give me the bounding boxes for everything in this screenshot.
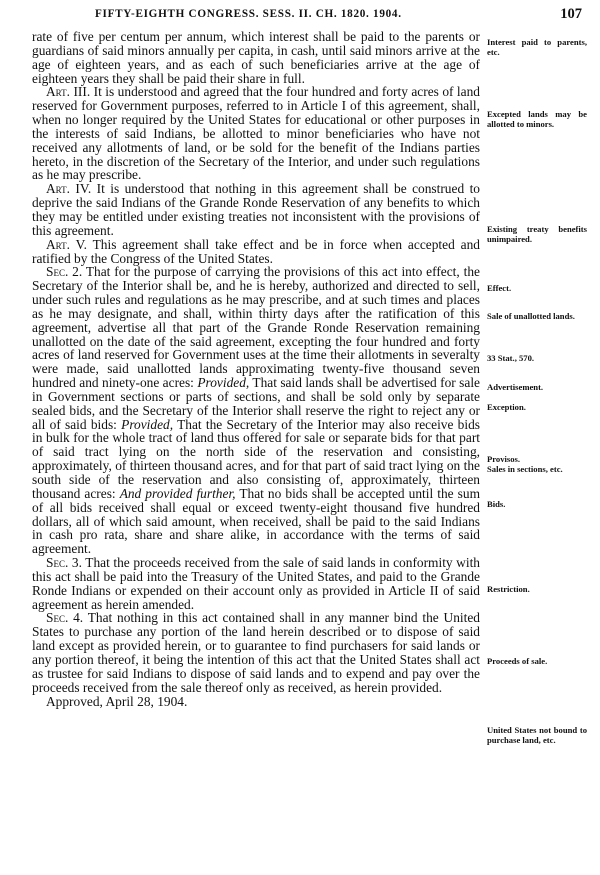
paragraph-sec-4 <box>32 611 480 694</box>
proviso-word: And provided further, <box>119 485 236 501</box>
margin-note-sale: Sale of unallotted lands. <box>487 311 575 321</box>
margin-note-restriction: Restriction. <box>487 584 530 594</box>
running-header <box>0 8 600 24</box>
paragraph-text: This agreement shall take effect and be in force when accepted and ratified by the Congress of the United States. <box>32 236 481 266</box>
section-heading: Sec. 2. <box>46 264 83 280</box>
margin-note-proceeds: Proceeds of sale. <box>487 656 548 666</box>
paragraph-art-4 <box>32 182 480 237</box>
paragraph-text: That nothing in this act contained shall in any manner bind the United States to purchase any portion of the land herein described or to dispose of said land except as provided herein, or to guarantee to find purchasers for said lands or any portion thereof, it being the intention of this act that the United States shall act as trustee for said Indians to dispose of said lands and to expend and pay over the proceeds received from the sale thereof only as received, as herein provided. <box>32 610 480 695</box>
margin-note-sales-sections: Sales in sections, etc. <box>487 464 563 474</box>
margin-note-interest: Interest paid to parents, etc. <box>487 37 587 57</box>
paragraph-sec-3 <box>32 556 480 611</box>
section-heading: Sec. 3. <box>46 555 82 571</box>
margin-note-statute-ref: 33 Stat., 570. <box>487 353 535 363</box>
paragraph-art-3 <box>32 85 480 182</box>
article-heading: Art. IV. <box>46 181 92 197</box>
paragraph-text: That no bids shall be accepted until the sum of all bids received shall equal or exceed twenty-eight thousand five hundred dollars, all of which said amount, when received, shall be paid to the said Indians in cash pro rata, share and share alike, in accordance with the terms of said agreement. <box>32 485 480 557</box>
margin-note-bids: Bids. <box>487 499 506 509</box>
proviso-word: Provided, <box>197 375 250 391</box>
approval-line: Approved, April 28, 1904. <box>46 693 188 709</box>
margin-note-advertisement: Advertisement. <box>487 382 544 392</box>
statute-body <box>32 30 480 708</box>
paragraph-text: That the Secretary of the Interior may also receive bids in bulk for the whole tract of land thus offered for sale or separate bids for that part of said tract lying on the north side of the reservation and consisting, approximately, of thirteen thousand acres, and for that part of said tract lying on the south side of the reservation and also consisting of, approximately, thirteen thousand acres: <box>32 416 480 501</box>
paragraph-art-5 <box>32 238 480 266</box>
paragraph-text: That said lands shall be advertised for sale in Government sections or parts of sections, and shall be sold only by separate sealed bids, and the Secretary of the Interior shall reserve the right to reject any or all of said bids: <box>32 375 480 432</box>
paragraph-text: It is understood and agreed that the four hundred and forty acres of land reserved for Government purposes, referred to in Article I of this agreement, shall, when no longer required by the United States for educational or other purposes in the interests of said Indians, be allotted to minor beneficiaries who have not received any allotments of land, or be sold for the benefit of the Indians parties hereto, in the discretion of the Secretary of the Interior, and under such regulations as he may prescribe. <box>32 84 480 183</box>
margin-note-us-not-bound: United States not bound to purchase land, etc. <box>487 725 587 745</box>
paragraph-interest: rate of five per centum per annum, which interest shall be paid to the parents or guardians of said minors annually per capita, in cash, until said minors arrive at the age of eighteen years, and as each of such beneficiaries arrive at the age of eighteen years they shall be paid their share in full. <box>32 29 480 86</box>
paragraph-text: That the proceeds received from the sale of said lands in conformity with this act shall be paid into the Treasury of the United States, and paid to the Grande Ronde Indians or expended on their account only as provided in Article II of said agreement as herein amended. <box>32 555 480 612</box>
margin-note-effect: Effect. <box>487 283 512 293</box>
running-head: FIFTY-EIGHTH CONGRESS. SESS. II. CH. 1820. 1904. <box>95 8 402 20</box>
margin-note-excepted-lands: Excepted lands may be allotted to minors. <box>487 109 587 129</box>
margin-note-treaty-benefits: Existing treaty benefits unimpaired. <box>487 224 587 244</box>
proviso-word: Provided, <box>121 416 174 432</box>
paragraph-text: It is understood that nothing in this agreement shall be construed to deprive the said Indians of the Grande Ronde Reservation of any benefits to which they may be entitled under existing treaties not inconsistent with the provisions of this agreement. <box>32 181 480 238</box>
paragraph-text: That for the purpose of carrying the provisions of this act into effect, the Secretary of the Interior shall be, and he is hereby, authorized and directed to sell, under such rules and regulations as he may prescribe, and at such times and places as he may designate, and shall, within thirty days after the ratification of this agreement, advertise all that part of the Grande Ronde Reservation remaining unallotted on the date of the said agreement, excepting the four hundred and forty acres of land reserved for Government uses at the time their allotments in severalty were made, said unallotted lands approximating twenty-five thousand seven hundred and ninety-one acres: <box>32 264 480 391</box>
article-heading: Art. III. <box>46 84 91 100</box>
section-heading: Sec. 4. <box>46 610 84 626</box>
article-heading: Art. V. <box>46 236 87 252</box>
page-number: 107 <box>560 6 582 22</box>
margin-note-exception: Exception. <box>487 402 526 412</box>
paragraph-sec-2 <box>32 265 480 556</box>
margin-note-provisos: Provisos. <box>487 454 521 464</box>
